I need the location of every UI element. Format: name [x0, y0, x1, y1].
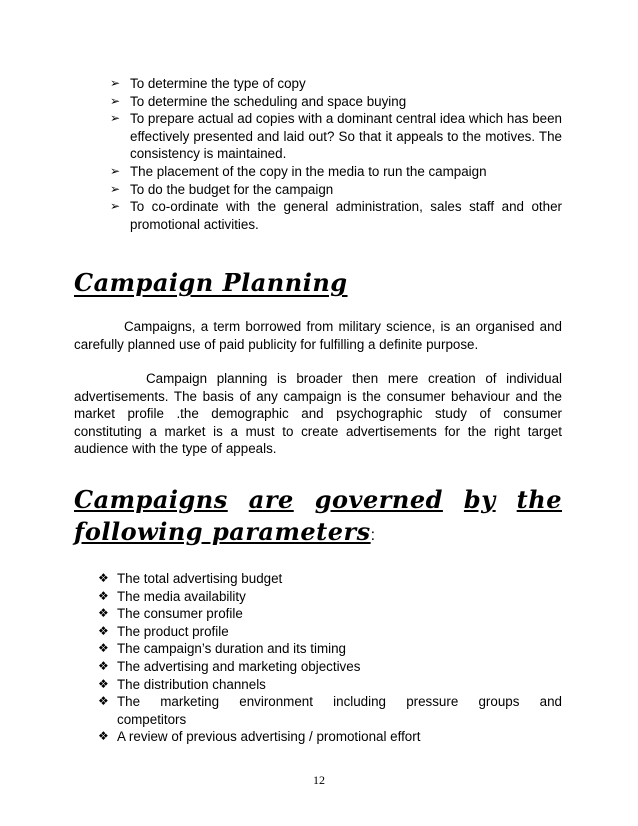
diamond-bullet-icon: ❖	[98, 641, 109, 656]
list-item: ➢ To do the budget for the campaign	[110, 181, 334, 197]
diamond-bullet-icon: ❖	[98, 606, 109, 621]
list-item: ❖ The advertising and marketing objectives	[98, 658, 361, 674]
list-item: ❖ The consumer profile	[98, 606, 243, 622]
arrowhead-bullet-icon: ➢	[110, 181, 121, 196]
diamond-bullet-icon: ❖	[98, 694, 109, 709]
diamond-bullet-icon: ❖	[98, 623, 109, 638]
heading-line-2: following parameters:	[74, 517, 376, 546]
arrowhead-bullet-icon: ➢	[110, 199, 121, 214]
list-item	[98, 693, 562, 728]
section-heading-parameters	[74, 484, 562, 552]
section-heading-campaign-planning: Campaign Planning	[74, 268, 348, 297]
diamond-bullet-icon: ❖	[98, 588, 109, 603]
list-item: ❖ The product profile	[98, 623, 229, 639]
paragraph-campaign-planning: Campaign planning is broader then mere creation of individual advertisements. The basis of any campaign is the consumer behaviour and the market profile .the demographic and psychographic study of consumer constituting a market is a must to create advertisements for the right target audience with the type of appeals.	[74, 371, 562, 457]
heading-line-1: Campaigns are governed by the	[74, 485, 562, 514]
paragraph-campaign-definition: Campaigns, a term borrowed from military science, is an organised and carefully planned use of paid publicity for fulfilling a definite purpose.	[74, 319, 562, 352]
list-item: ➢ The placement of the copy in the media to run the campaign	[110, 163, 487, 179]
list-item: ➢ To prepare actual ad copies with a dominant central idea which has been effectively presented and laid out? So that it appeals to the motives. The consistency is maintained.	[110, 111, 562, 162]
diamond-bullet-icon: ❖	[98, 676, 109, 691]
list-item: ➢ To determine the scheduling and space buying	[110, 93, 407, 109]
arrowhead-bullet-icon: ➢	[110, 76, 121, 90]
list-item: ❖ The distribution channels	[98, 676, 266, 692]
list-item: ➢ To co-ordinate with the general administration, sales staff and other promotional activities.	[110, 199, 562, 232]
objectives-list	[110, 75, 562, 233]
list-item: ➢ To determine the type of copy	[110, 76, 306, 91]
list-item: ❖ A review of previous advertising / promotional effort	[98, 729, 421, 745]
item-line-2: competitors	[117, 711, 187, 727]
diamond-bullet-icon: ❖	[98, 729, 109, 744]
arrowhead-bullet-icon: ➢	[110, 163, 121, 178]
list-item: ❖ The campaign’s duration and its timing	[98, 641, 347, 657]
list-item: ❖ The media availability	[98, 588, 246, 604]
arrowhead-bullet-icon: ➢	[110, 111, 121, 126]
list-item: ❖ The total advertising budget	[98, 571, 283, 586]
item-line-1: The marketing environment including pressure groups and	[117, 694, 562, 710]
diamond-bullet-icon: ❖	[98, 571, 109, 585]
page-number: 12	[313, 773, 325, 787]
parameters-list	[98, 570, 562, 746]
arrowhead-bullet-icon: ➢	[110, 93, 121, 108]
diamond-bullet-icon: ❖	[98, 658, 109, 673]
